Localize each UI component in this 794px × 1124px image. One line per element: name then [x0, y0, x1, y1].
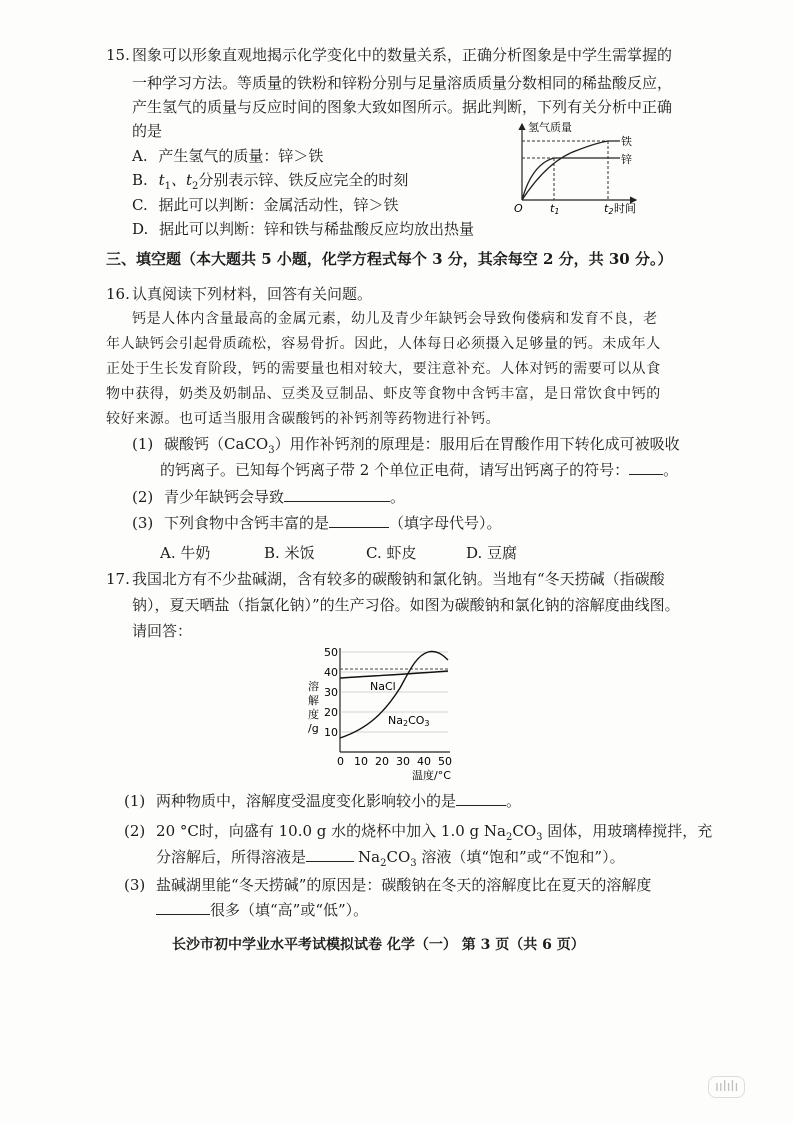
answer-blank[interactable] — [456, 791, 506, 806]
q15-stem-line-1: 图象可以形象直观地揭示化学变化中的数量关系，正确分析图象是中学生需掌握的 — [132, 46, 673, 64]
nacl-label: NaCl — [370, 680, 396, 693]
choice-letter: C. — [366, 544, 382, 562]
y-axis-label-char: 解 — [308, 694, 319, 707]
q16-number: 16. — [106, 285, 130, 303]
subscript: 3 — [536, 832, 543, 843]
t2-label: t2 — [604, 202, 614, 216]
sub-text-cont: 溶液（填“饱和”或“不饱和”）。 — [416, 848, 625, 866]
sub-number: (1) — [124, 792, 146, 810]
y-axis-label-char: 溶 — [308, 680, 319, 693]
sub-text: 分溶解后，所得溶液是 — [156, 848, 307, 866]
option-text: 产生氢气的质量：锌＞铁 — [158, 147, 324, 165]
choice-text: 虾皮 — [386, 544, 417, 562]
q17-sub-2 — [124, 820, 712, 849]
y-tick: 20 — [324, 706, 338, 719]
sub-text-cont: ）用作补钙剂的原理是：服用后在胃酸作用下转化成可被吸收 — [274, 435, 680, 453]
sub-end: 。 — [663, 461, 679, 479]
sub-text: 下列食物中含钙丰富的是 — [164, 514, 330, 532]
q17-stem-line-3: 请回答： — [132, 622, 193, 640]
y-tick: 50 — [324, 646, 338, 659]
q15-number: 15. — [106, 46, 130, 64]
q16-choice-b — [264, 542, 315, 564]
answer-blank[interactable] — [284, 487, 390, 502]
q17-sub-1 — [124, 790, 521, 812]
answer-blank[interactable] — [629, 460, 663, 475]
q16-sub-1-line-2 — [160, 459, 678, 481]
choice-letter: A. — [160, 544, 176, 562]
sub-end: 。 — [390, 488, 406, 506]
option-letter: B. — [132, 171, 148, 189]
q17-sub-3 — [124, 874, 651, 896]
label-fe: 铁 — [621, 135, 632, 148]
sub-text: 两种物质中，溶解度受温度变化影响较小的是 — [156, 792, 457, 810]
t1-subscript: 1 — [164, 181, 171, 192]
q16-passage-line-2: 年人缺钙会引起骨质疏松，容易骨折。因此，人体每日必须摄入足够量的钙。未成年人 — [106, 336, 661, 352]
y-axis-label: 氢气质量 — [528, 121, 572, 134]
x-tick: 30 — [396, 755, 410, 768]
answer-blank[interactable] — [306, 847, 354, 862]
x-tick: 50 — [438, 755, 452, 768]
q16-choice-d — [466, 542, 517, 564]
choice-text: 豆腐 — [487, 544, 518, 562]
q17-number: 17. — [106, 570, 130, 588]
subscript: 2 — [380, 858, 387, 869]
subscript: 2 — [506, 832, 513, 843]
q17-stem-line-2: 钠），夏天晒盐（指氯化钠）”的生产习俗。如图为碳酸钠和氯化钠的溶解度曲线图。 — [132, 596, 680, 614]
q15-option-d — [132, 218, 474, 240]
answer-blank[interactable] — [156, 900, 210, 915]
t1-symbol: t — [158, 171, 165, 189]
option-letter: A. — [132, 147, 148, 165]
x-tick: 10 — [354, 755, 368, 768]
q16-stem: 认真阅读下列材料，回答有关问题。 — [132, 285, 373, 303]
q15-option-a — [132, 145, 323, 167]
choice-text: 米饭 — [284, 544, 315, 562]
watermark-logo: ıılılı — [708, 1076, 745, 1098]
sub-number: (2) — [132, 488, 154, 506]
sub-number: (3) — [124, 876, 146, 894]
section-3-title: 三、填空题（本大题共 5 小题，化学方程式每个 3 分，其余每空 2 分，共 30 分。） — [106, 250, 673, 268]
q16-choice-c — [366, 542, 417, 564]
q16-passage-line-4: 物中获得，奶类及奶制品、豆类及豆制品、虾皮等食物中含钙丰富，是日常饮食中钙的 — [106, 386, 661, 402]
origin-label: O — [514, 202, 523, 215]
sub-text: 很多（填“高”或“低”）。 — [210, 901, 369, 919]
q15-stem-line-2: 一种学习方法。等质量的铁粉和锌粉分别与足量溶质质量分数相同的稀盐酸反应， — [132, 74, 673, 92]
sub-text: 的钙离子。已知每个钙离子带 2 个单位正电荷，请写出钙离子的符号： — [160, 461, 630, 479]
q16-passage-line-1: 钙是人体内含量最高的金属元素，幼儿及青少年缺钙会导致佝偻病和发育不良，老 — [132, 311, 658, 327]
sub-number: (3) — [132, 514, 154, 532]
sub-text-cont: 固体，用玻璃棒搅拌，充 — [542, 822, 713, 840]
choice-text: 牛奶 — [180, 544, 211, 562]
answer-blank[interactable] — [329, 513, 389, 528]
option-letter: C. — [132, 196, 148, 214]
t2-subscript: 2 — [192, 181, 199, 192]
y-axis-label-char: 度 — [308, 708, 319, 721]
sub-text: 20 °C时，向盛有 10.0 g 水的烧杯中加入 1.0 g Na — [156, 822, 506, 840]
x-tick: 20 — [375, 755, 389, 768]
q15-stem-line-3: 产生氢气的质量与反应时间的图象大致如图所示。据此判断，下列有关分析中正确 — [132, 98, 673, 116]
x-tick: 40 — [417, 755, 431, 768]
q16-choice-a — [160, 542, 210, 564]
sub-text: 碳酸钙（CaCO — [164, 435, 269, 453]
sub-text: 盐碱湖里能“冬天捞碱”的原因是：碳酸钠在冬天的溶解度比在夏天的溶解度 — [156, 876, 652, 894]
y-tick: 10 — [324, 726, 338, 739]
sub-end: 。 — [506, 792, 522, 810]
q16-sub-3 — [132, 512, 502, 534]
sub-end: （填字母代号）。 — [389, 514, 502, 532]
subscript: 3 — [268, 445, 275, 456]
sub-number: (1) — [132, 435, 154, 453]
x-tick: 0 — [337, 755, 344, 768]
hydrogen-mass-graph — [508, 118, 648, 218]
y-tick: 40 — [324, 666, 338, 679]
y-tick: 30 — [324, 686, 338, 699]
q16-sub-2 — [132, 486, 405, 508]
option-letter: D. — [132, 220, 149, 238]
sub-text: 青少年缺钙会导致 — [164, 488, 285, 506]
formula-part: CO — [512, 822, 537, 840]
t1-label: t1 — [550, 202, 560, 216]
solubility-graph — [300, 640, 470, 782]
choice-letter: B. — [264, 544, 280, 562]
q16-sub-1 — [132, 433, 680, 462]
page-footer: 长沙市初中学业水平考试模拟试卷 化学（一） 第 3 页（共 6 页） — [172, 937, 585, 953]
t2-symbol: 、t — [170, 171, 193, 189]
q16-passage-line-3: 正处于生长发育阶段，钙的需要量也相对较大，要注意补充。人体对钙的需要可以从食 — [106, 361, 661, 377]
sub-number: (2) — [124, 822, 146, 840]
x-axis-label: 时间 — [614, 202, 636, 215]
choice-letter: D. — [466, 544, 483, 562]
q15-stem-line-4: 的是 — [132, 122, 163, 140]
q17-stem-line-1: 我国北方有不少盐碱湖，含有较多的碳酸钠和氯化钠。当地有“冬天捞碱（指碳酸 — [132, 570, 665, 588]
option-text: 分别表示锌、铁反应完全的时刻 — [198, 171, 409, 189]
formula-part: Na — [358, 848, 381, 866]
option-text: 据此可以判断：锌和铁与稀盐酸反应均放出热量 — [159, 220, 475, 238]
label-zn: 锌 — [621, 153, 632, 166]
y-axis-label-char: /g — [308, 722, 319, 735]
q17-sub-3-line-2 — [156, 899, 368, 921]
q17-sub-2-line-2 — [156, 846, 625, 875]
q16-passage-line-5: 较好来源。也可适当服用含碳酸钙的补钙剂等药物进行补钙。 — [106, 411, 501, 427]
zinc-curve — [522, 158, 620, 200]
formula-part: CO — [386, 848, 411, 866]
x-axis-label: 温度/°C — [412, 769, 451, 782]
q15-option-c — [132, 194, 399, 216]
na2co3-label: Na2CO3 — [388, 714, 430, 728]
iron-curve — [522, 141, 620, 200]
option-text: 据此可以判断：金属活动性，锌＞铁 — [158, 196, 399, 214]
subscript: 3 — [410, 858, 417, 869]
